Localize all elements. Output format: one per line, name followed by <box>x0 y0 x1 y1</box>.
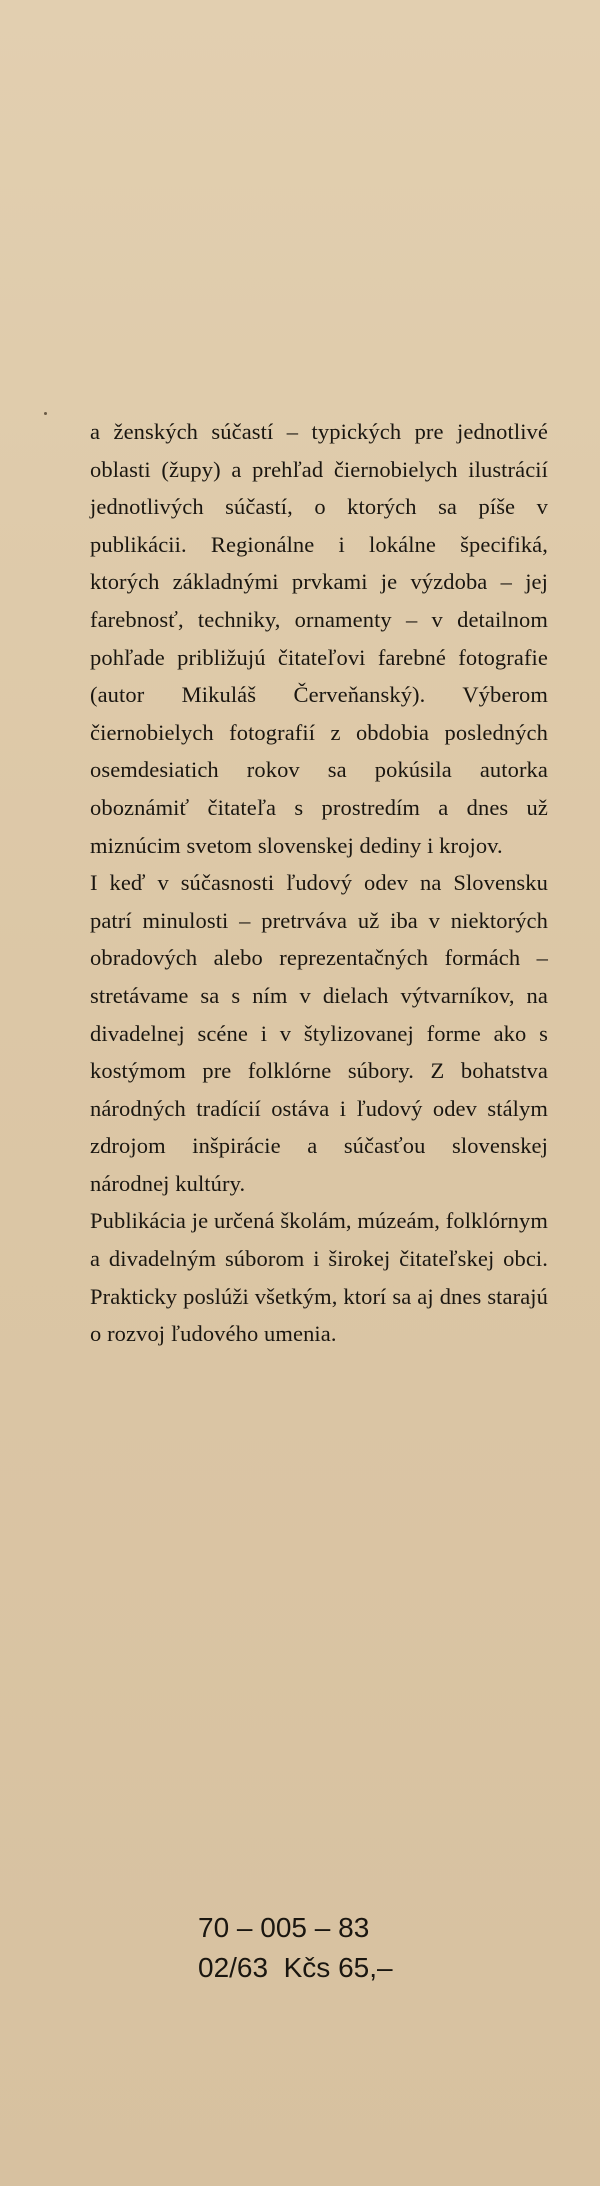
body-text <box>90 413 548 1353</box>
paper-speck <box>44 412 47 415</box>
paragraph-2: I keď v súčasnosti ľudový odev na Slovensku patrí minulosti – pretrváva už iba v niektorých obradových alebo reprezentačných formách – stretávame sa s ním v dielach výtvarníkov, na divadelnej scéne i v štylizovanej forme ako s kostýmom pre folklórne súbory. Z bohatstva národných tradícií ostáva i ľudový odev stálym zdrojom inšpirácie a súčasťou slovenskej národnej kultúry. <box>90 870 548 1196</box>
paragraph-3: Publikácia je určená školám, múzeám, folklórnym a divadelným súborom i širokej čitateľskej obci. Prakticky poslúži všetkým, ktorí sa aj dnes starajú o rozvoj ľudového umenia. <box>90 1208 548 1347</box>
catalog-code: 70 – 005 – 83 <box>198 1912 370 1943</box>
catalog-code-block <box>198 1908 458 1988</box>
paragraph-1: a ženských súčastí – typických pre jednotlivé oblasti (župy) a prehľad čiernobielych ilustrácií jednotlivých súčastí, o ktorých sa píše v publikácii. Regionálne i lokálne špecifiká, ktorých základnými prvkami je výzdoba – jej farebnosť, techniky, ornamenty – v detailnom pohľade približujú čitateľovi farebné fotografie (autor Mikuláš Červeňanský). Výberom čiernobielych fotografií z obdobia posledných osemdesiatich rokov sa pokúsila autorka oboznámiť čitateľa s prostredím a dnes už miznúcim svetom slovenskej dediny i krojov. <box>90 419 548 858</box>
price-line: 02/63 Kčs 65,– <box>198 1952 393 1983</box>
